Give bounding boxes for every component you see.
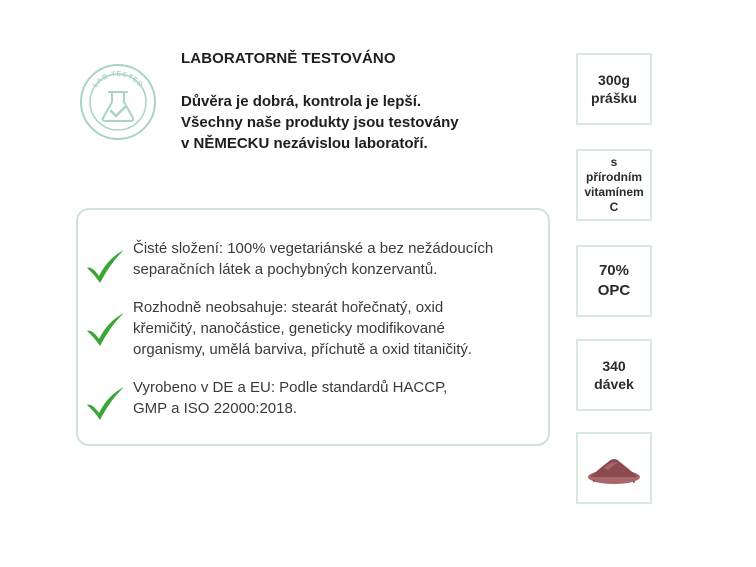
side-line: dávek [594,376,634,392]
side-line: OPC [597,282,631,299]
header-description [181,91,541,154]
feature-line: Rozhodně neobsahuje: stearát hořečnatý, oxid [133,299,444,316]
side-box-vitamin [576,149,652,221]
check-icon [83,246,127,286]
features-panel [76,208,550,446]
feature-line: organismy, umělá barviva, příchutě a oxid titaničitý. [133,341,473,358]
feature-text [133,238,543,280]
check-icon [83,309,127,349]
header-line: v NĚMECKU nezávislou laboratoří. [181,135,428,152]
feature-line: GMP a ISO 22000:2018. [133,400,297,417]
side-box-text [594,357,634,393]
feature-line: Vyrobeno v DE a EU: Podle standardů HACCP, [133,379,448,396]
feature-line: Čisté složení: 100% vegetariánské a bez nežádoucích [133,240,494,257]
side-line: C [609,200,619,214]
side-box-text [598,261,631,301]
lab-tested-flask-icon [78,62,158,142]
feature-line: separačních látek a pochybných konzervantů. [133,261,438,278]
side-line: prášku [591,90,637,106]
check-icon [83,383,127,423]
side-box-opc [576,245,652,317]
side-line: vitamínem [584,185,644,199]
badge-label: LAB TESTED [91,70,145,90]
side-line: 70% [598,262,629,279]
side-box-weight [576,53,652,125]
side-box-servings [576,339,652,411]
side-box-text [591,71,637,107]
side-line: s [610,155,618,169]
section-title: LABORATORNĚ TESTOVÁNO [181,50,396,67]
svg-text:LAB TESTED [92,71,144,89]
side-line: 300g [598,72,630,88]
header-line: Všechny naše produkty jsou testovány [181,114,459,131]
side-box-powder [576,432,652,504]
powder-pile-icon [586,450,642,486]
side-line: přírodním [585,170,642,184]
header-line: Důvěra je dobrá, kontrola je lepší. [181,93,422,110]
side-line: 340 [602,358,626,374]
side-box-text [584,155,643,215]
feature-text [133,297,543,360]
feature-text [133,377,543,419]
feature-line: křemičitý, nanočástice, geneticky modifikované [133,320,445,337]
